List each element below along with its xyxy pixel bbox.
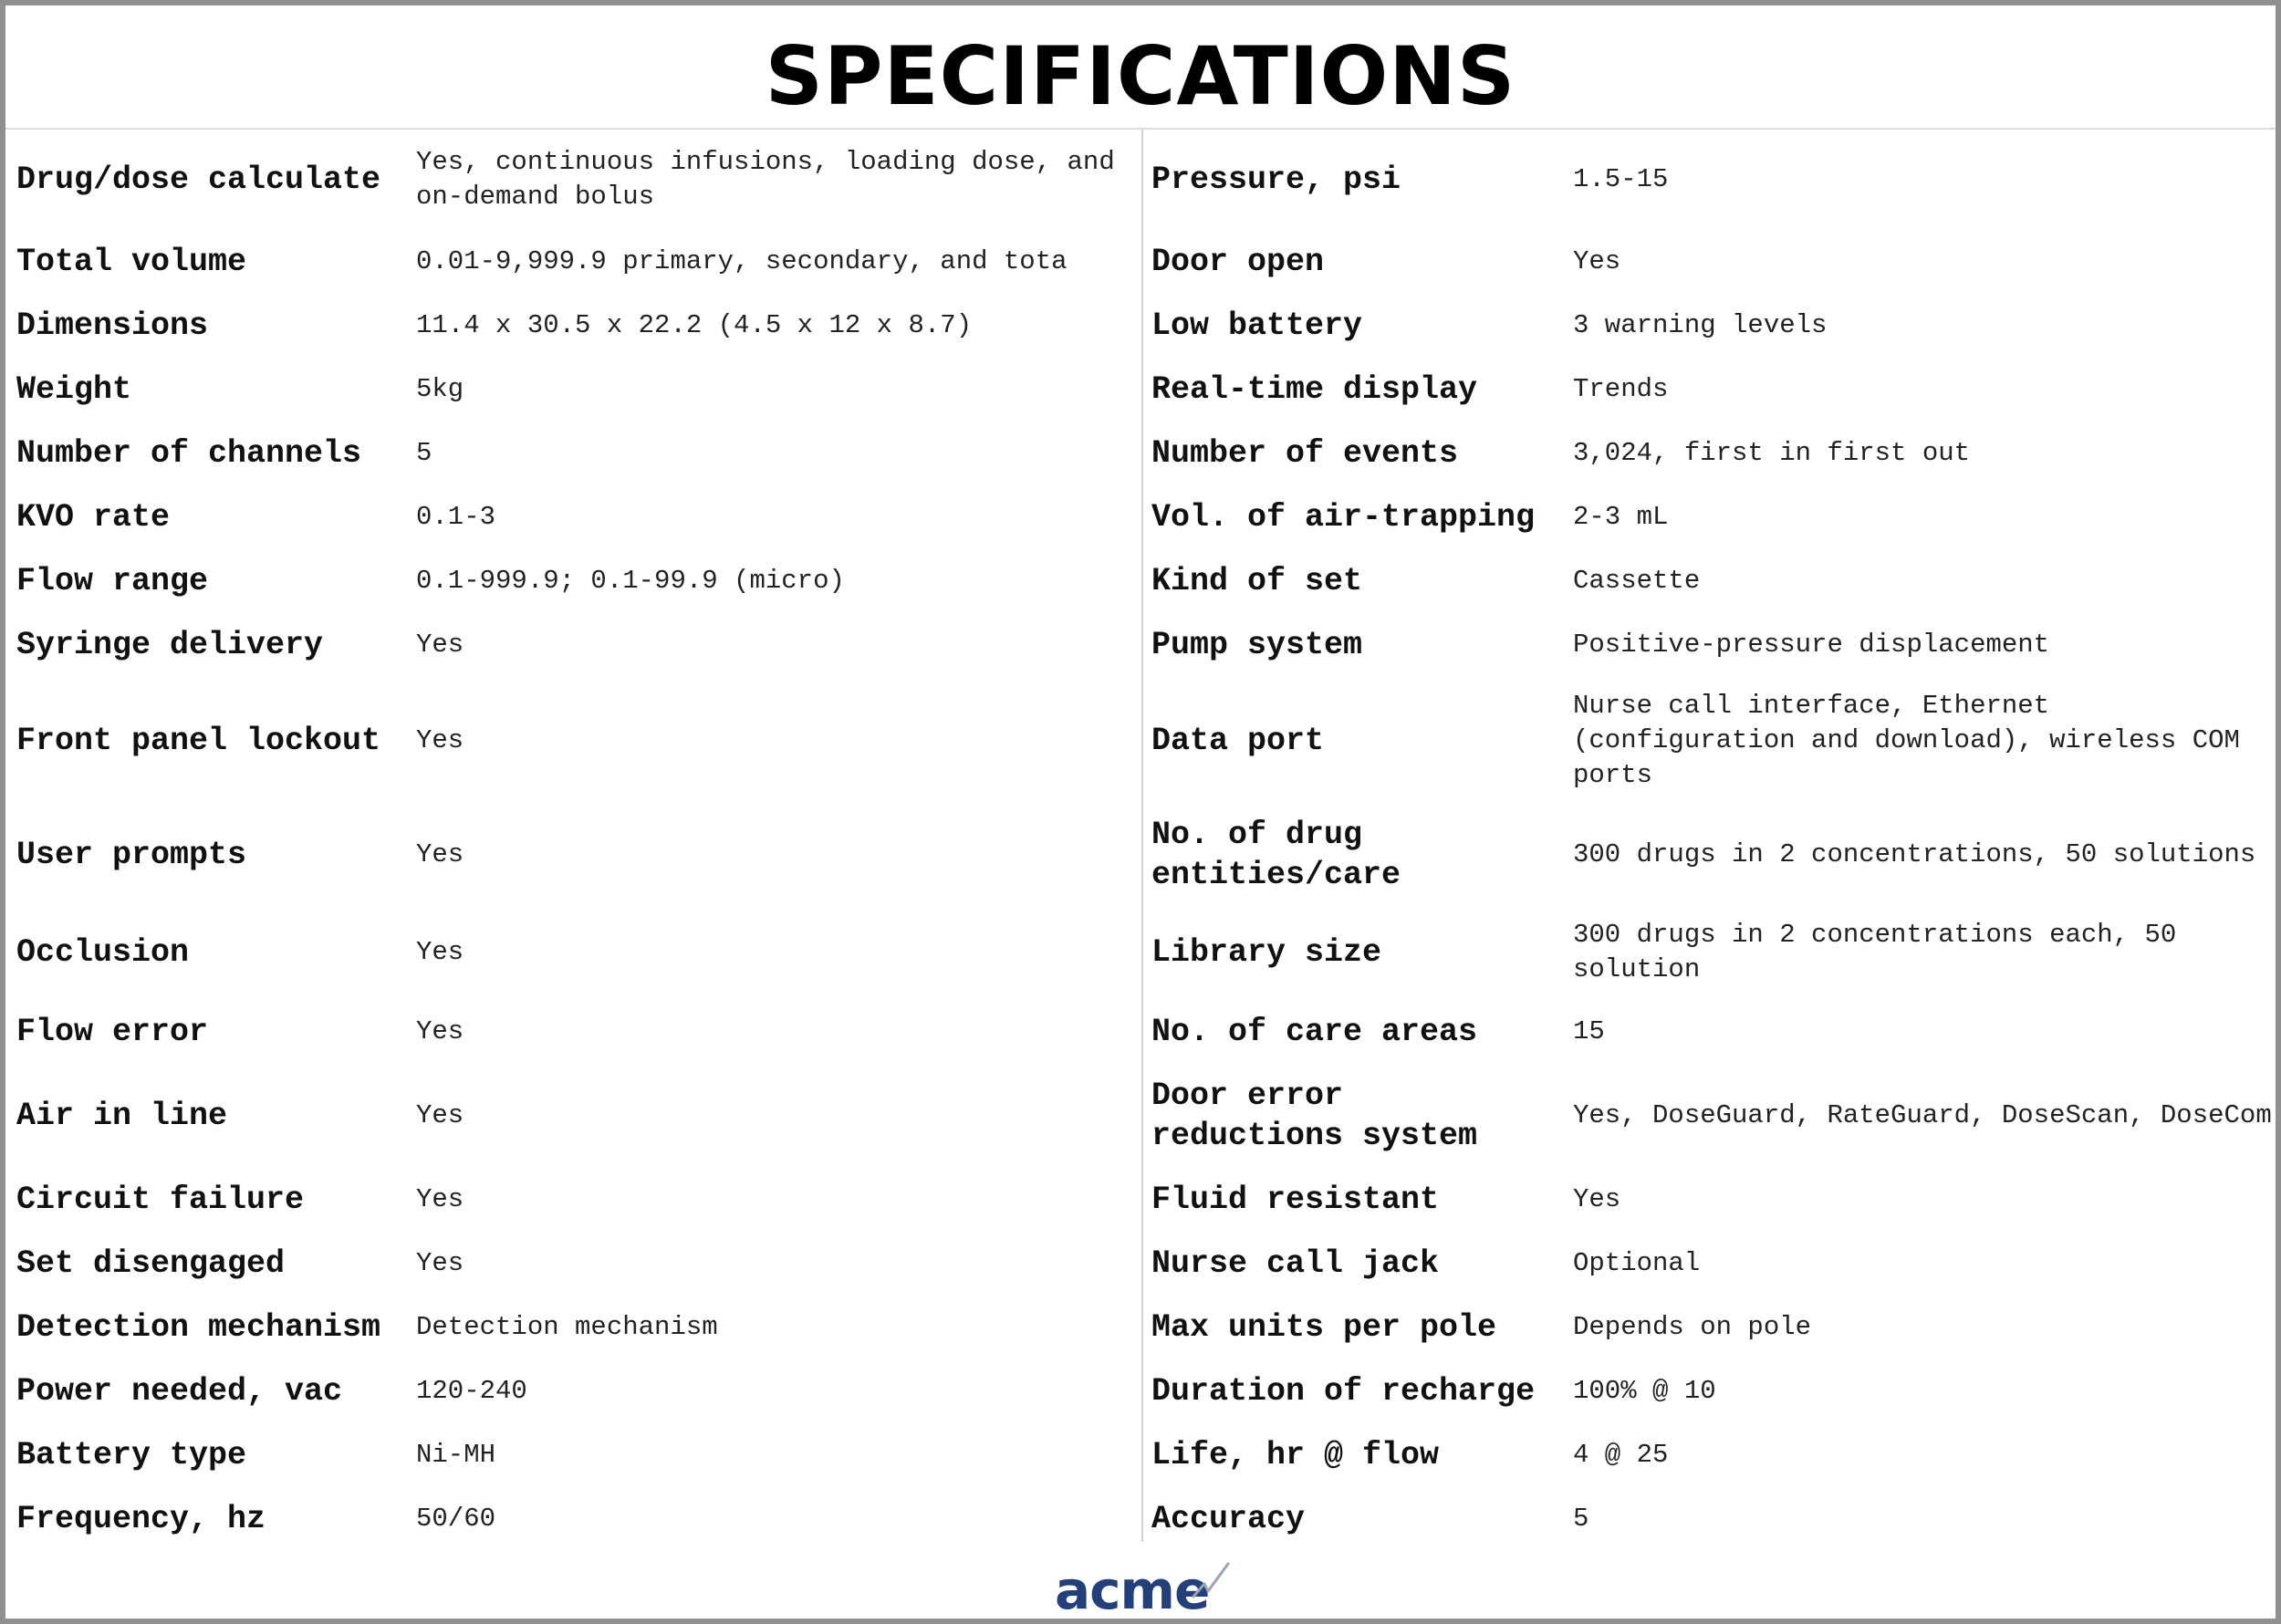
spec-value: Yes (416, 1248, 464, 1278)
spec-label: Frequency, hz (16, 1501, 266, 1537)
acme-logo (1055, 1558, 1237, 1622)
spec-row (1151, 1000, 2272, 1064)
spec-label: Vol. of air-trapping (1151, 499, 1536, 536)
spec-label: Weight (16, 371, 132, 408)
spec-label: Flow range (16, 563, 209, 599)
spec-label: User prompts (16, 837, 247, 873)
spec-value: Yes (1573, 1184, 1621, 1214)
spec-value: Yes (416, 725, 464, 755)
spec-value: Yes (416, 1016, 464, 1046)
spec-row (1151, 905, 2272, 1000)
spec-row (16, 130, 1131, 230)
spec-value: 0.1-999.9; 0.1-99.9 (micro) (416, 566, 845, 596)
spec-label: Set disengaged (16, 1245, 286, 1282)
spec-row (1151, 1359, 2272, 1423)
spec-label: Max units per pole (1151, 1309, 1497, 1346)
spec-label: Low battery (1151, 307, 1363, 344)
logo-swoosh-icon (1192, 1560, 1232, 1600)
spec-label: Data port (1151, 723, 1325, 759)
spec-row (16, 549, 1131, 613)
logo-wordmark: acme (1055, 1559, 1210, 1621)
spec-row (16, 905, 1131, 1000)
spec-label: Syringe delivery (16, 627, 324, 663)
page-title: SPECIFICATIONS (765, 29, 1516, 123)
spec-row (1151, 1487, 2272, 1551)
spec-label: Nurse call jack (1151, 1245, 1440, 1282)
spec-label: Flow error (16, 1014, 209, 1050)
spec-row (1151, 230, 2272, 294)
spec-label: Occlusion (16, 934, 190, 971)
spec-row (1151, 294, 2272, 358)
spec-row (1151, 1168, 2272, 1232)
spec-row (1151, 422, 2272, 485)
spec-label: No. of care areas (1151, 1014, 1478, 1050)
spec-column-right (1151, 130, 2272, 1551)
spec-label: Kind of set (1151, 563, 1363, 599)
spec-value: Ni-MH (416, 1440, 496, 1470)
spec-value: 1.5-15 (1573, 164, 1669, 194)
spec-column-left (16, 130, 1131, 1551)
spec-row (1151, 1296, 2272, 1359)
spec-label: Library size (1151, 934, 1382, 971)
spec-row (1151, 677, 2272, 805)
spec-value: Trends (1573, 374, 1669, 404)
spec-value: Nurse call interface, Ethernet (configuration and download), wireless COM ports (1573, 691, 2240, 790)
spec-row (16, 422, 1131, 485)
spec-value: Yes, DoseGuard, RateGuard, DoseScan, DoseCom (1573, 1100, 2272, 1130)
column-divider (1141, 130, 1143, 1542)
spec-row (1151, 1423, 2272, 1487)
spec-value: Yes (416, 839, 464, 869)
spec-row (16, 1423, 1131, 1487)
spec-label: Number of events (1151, 435, 1459, 472)
spec-row (16, 1232, 1131, 1296)
spec-row (16, 294, 1131, 358)
spec-value: Yes (416, 937, 464, 967)
spec-value: 300 drugs in 2 concentrations each, 50 solution (1573, 920, 2177, 984)
spec-label: Detection mechanism (16, 1309, 381, 1346)
spec-row (1151, 1064, 2272, 1168)
spec-label: Pressure, psi (1151, 161, 1401, 198)
spec-row (1151, 805, 2272, 905)
spec-label: Power needed, vac (16, 1373, 343, 1410)
spec-label: Duration of recharge (1151, 1373, 1536, 1410)
spec-label: Front panel lockout (16, 723, 381, 759)
spec-label: Number of channels (16, 435, 362, 472)
spec-value: Depends on pole (1573, 1312, 1812, 1342)
spec-row (16, 1064, 1131, 1168)
spec-row (16, 1359, 1131, 1423)
spec-label: Door error reductions system (1151, 1077, 1478, 1154)
spec-row (16, 358, 1131, 422)
spec-row (16, 1000, 1131, 1064)
spec-value: 15 (1573, 1016, 1605, 1046)
spec-row (16, 805, 1131, 905)
spec-label: Pump system (1151, 627, 1363, 663)
spec-value: Yes (1573, 246, 1621, 276)
spec-label: Accuracy (1151, 1501, 1306, 1537)
spec-label: No. of drug entities/care (1151, 817, 1401, 893)
spec-row (16, 230, 1131, 294)
spec-label: Total volume (16, 244, 247, 280)
spec-value: Yes (416, 1100, 464, 1130)
spec-row (1151, 613, 2272, 677)
spec-value: 11.4 x 30.5 x 22.2 (4.5 x 12 x 8.7) (416, 310, 973, 340)
spec-value: Optional (1573, 1248, 1701, 1278)
spec-value: 50/60 (416, 1504, 496, 1534)
spec-row (16, 613, 1131, 677)
spec-label: Real-time display (1151, 371, 1478, 408)
spec-label: Door open (1151, 244, 1325, 280)
spec-label: Dimensions (16, 307, 209, 344)
spec-label: Life, hr @ flow (1151, 1437, 1440, 1473)
spec-row (16, 1296, 1131, 1359)
spec-label: KVO rate (16, 499, 171, 536)
spec-label: Fluid resistant (1151, 1182, 1440, 1218)
spec-row (1151, 485, 2272, 549)
spec-row (16, 1168, 1131, 1232)
spec-value: 3,024, first in first out (1573, 438, 1971, 468)
spec-value: 3 warning levels (1573, 310, 1828, 340)
spec-value: Positive-pressure displacement (1573, 630, 2050, 660)
spec-value: Detection mechanism (416, 1312, 718, 1342)
spec-value: Yes, continuous infusions, loading dose, and on-demand bolus (416, 147, 1115, 212)
spec-row (16, 1487, 1131, 1551)
spec-row (1151, 1232, 2272, 1296)
spec-value: Yes (416, 1184, 464, 1214)
spec-value: 2-3 mL (1573, 502, 1669, 532)
spec-label: Air in line (16, 1098, 228, 1134)
spec-label: Battery type (16, 1437, 247, 1473)
spec-value: 100% @ 10 (1573, 1376, 1716, 1406)
spec-value: 5 (416, 438, 432, 468)
spec-value: Cassette (1573, 566, 1701, 596)
spec-value: 0.01-9,999.9 primary, secondary, and tota (416, 246, 1068, 276)
spec-value: 4 @ 25 (1573, 1440, 1669, 1470)
spec-label: Circuit failure (16, 1182, 305, 1218)
spec-row (1151, 358, 2272, 422)
spec-value: 120-240 (416, 1376, 527, 1406)
spec-row (16, 677, 1131, 805)
spec-value: 300 drugs in 2 concentrations, 50 solutions (1573, 839, 2256, 869)
spec-value: 5kg (416, 374, 464, 404)
spec-value: Yes (416, 630, 464, 660)
spec-value: 0.1-3 (416, 502, 496, 532)
spec-value: 5 (1573, 1504, 1589, 1534)
spec-row (1151, 549, 2272, 613)
spec-row (1151, 130, 2272, 230)
spec-label: Drug/dose calculate (16, 161, 381, 198)
spec-row (16, 485, 1131, 549)
